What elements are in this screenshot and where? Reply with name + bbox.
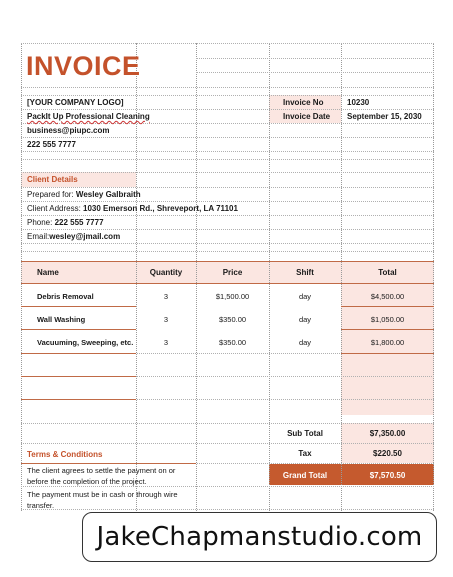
row-separator [341, 353, 434, 354]
client-details-heading: Client Details [27, 175, 78, 184]
item-name: Vacuuming, Sweeping, etc. [37, 338, 134, 347]
client-email-value: wesley@jmail.com [49, 232, 121, 241]
grid-row-line [21, 109, 434, 110]
table-header-top-border [21, 261, 434, 262]
item-quantity: 3 [163, 315, 169, 324]
client-phone [27, 217, 104, 228]
grid-row-line [21, 509, 434, 510]
total-column-bg [341, 283, 434, 415]
row-separator [21, 306, 136, 307]
client-email [27, 231, 120, 242]
client-address-value: 1030 Emerson Rd., Shreveport, LA 71101 [83, 204, 238, 213]
grand-total-value: $7,570.50 [369, 471, 406, 480]
invoice-date-value: September 15, 2030 [347, 112, 422, 121]
invoice-title: INVOICE [26, 51, 141, 81]
grid-row-line [21, 215, 434, 216]
company-email: business@piupc.com [27, 126, 110, 135]
column-header-quantity: Quantity [149, 268, 183, 277]
subtotal-value: $7,350.00 [369, 429, 406, 438]
item-quantity: 3 [163, 292, 169, 301]
invoice-sheet [21, 43, 434, 511]
company-logo-placeholder: [YOUR COMPANY LOGO] [27, 98, 124, 107]
grid-row-line [21, 243, 434, 244]
column-header-total: Total [378, 268, 397, 277]
grid-row-line [21, 137, 434, 138]
grid-row-line [21, 172, 434, 173]
item-shift: day [298, 338, 312, 347]
grid-col-line [21, 43, 22, 511]
prepared-for-label: Prepared for: [27, 190, 76, 199]
item-total: $4,500.00 [370, 292, 405, 301]
table-header-bottom-border [21, 283, 434, 284]
tax-value: $220.50 [373, 449, 402, 458]
tax-label: Tax [298, 449, 312, 458]
row-separator [21, 376, 136, 377]
terms-line: The client agrees to settle the payment on or [27, 466, 176, 475]
grid-row-line [21, 95, 434, 96]
item-total: $1,050.00 [370, 315, 405, 324]
grid-row-line [21, 87, 434, 88]
item-quantity: 3 [163, 338, 169, 347]
grid-row-line [21, 251, 434, 252]
company-phone: 222 555 7777 [27, 140, 76, 149]
client-email-label: Email: [27, 232, 50, 241]
prepared-for-value: Wesley Galbraith [75, 190, 141, 199]
item-name: Wall Washing [37, 315, 86, 324]
terms-line: transfer. [27, 501, 55, 510]
grand-total-label: Grand Total [282, 471, 328, 480]
invoice-no-value: 10230 [347, 98, 370, 107]
item-price: $350.00 [218, 315, 247, 324]
terms-underline [21, 463, 196, 464]
row-separator [341, 329, 434, 330]
grid-row-line [21, 123, 434, 124]
item-price: $1,500.00 [215, 292, 250, 301]
column-header-name: Name [37, 268, 59, 277]
invoice-date-label: Invoice Date [283, 112, 331, 121]
client-address [27, 203, 238, 214]
grid-row-line [21, 229, 434, 230]
watermark-banner: JakeChapmanstudio.com [82, 512, 437, 562]
grid-row-line [21, 187, 434, 188]
grid-row-line [196, 58, 434, 59]
row-separator [341, 306, 434, 307]
prepared-for [27, 189, 141, 200]
terms-line: before the completion of the project. [27, 477, 147, 486]
client-phone-label: Phone: [27, 218, 55, 227]
grid-row-line [21, 423, 434, 424]
item-shift: day [298, 292, 312, 301]
grid-row-line [21, 151, 434, 152]
client-phone-value: 222 555 7777 [54, 218, 104, 227]
company-name-text: PackIt Up Professional Cleaning [27, 112, 150, 121]
grid-row-line [21, 159, 434, 160]
item-total: $1,800.00 [370, 338, 405, 347]
grid-row-line [196, 72, 434, 73]
grid-row-line [21, 201, 434, 202]
client-address-label: Client Address: [27, 204, 84, 213]
company-name [27, 111, 150, 122]
invoice-no-label: Invoice No [283, 98, 324, 107]
subtotal-label: Sub Total [287, 429, 323, 438]
row-separator [21, 329, 136, 330]
item-shift: day [298, 315, 312, 324]
column-header-price: Price [222, 268, 243, 277]
grid-row-line [21, 443, 434, 444]
row-separator [21, 399, 136, 400]
terms-heading: Terms & Conditions [27, 450, 103, 459]
item-name: Debris Removal [37, 292, 94, 301]
item-price: $350.00 [218, 338, 247, 347]
grid-row-line [21, 43, 434, 44]
terms-line: The payment must be in cash or through wire [27, 490, 178, 499]
column-header-shift: Shift [296, 268, 314, 277]
row-separator [21, 353, 136, 354]
